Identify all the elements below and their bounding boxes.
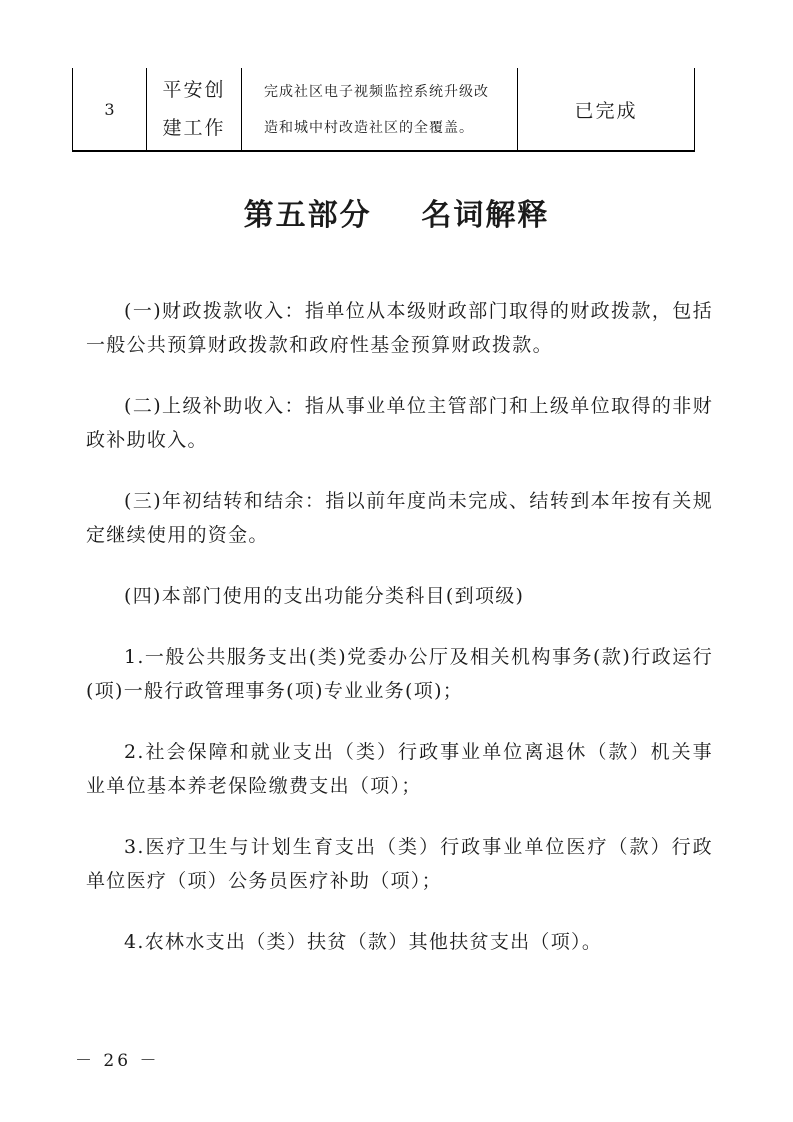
paragraph-7: 3.医疗卫生与计划生育支出（类）行政事业单位医疗（款）行政单位医疗（项）公务员医疗补助（项）； xyxy=(86,836,713,892)
page-number: － 26 － xyxy=(75,1051,160,1071)
paragraph-5: 1.一般公共服务支出(类)党委办公厅及相关机构事务(款)行政运行(项)一般行政管理事务(项)专业业务(项)； xyxy=(86,646,713,702)
project-status: 已完成 xyxy=(574,99,638,122)
paragraph-6: 2.社会保障和就业支出（类）行政事业单位离退休（款）机关事业单位基本养老保险缴费支出（项）； xyxy=(86,741,713,797)
glossary-content xyxy=(86,294,713,986)
paragraph-2: (二)上级补助收入：指从事业单位主管部门和上级单位取得的非财政补助收入。 xyxy=(86,395,713,451)
row-number: 3 xyxy=(73,68,147,150)
project-description-line2: 造和城中村改造社区的全覆盖。 xyxy=(264,120,474,136)
paragraph-3: (三)年初结转和结余：指以前年度尚未完成、结转到本年按有关规定继续使用的资金。 xyxy=(86,490,713,546)
project-table xyxy=(72,68,695,152)
project-name-line1: 平安创 xyxy=(162,79,226,101)
project-description xyxy=(242,68,518,150)
paragraph-8: 4.农林水支出（类）扶贫（款）其他扶贫支出（项）。 xyxy=(124,931,603,953)
section-title: 第五部分 名词解释 xyxy=(243,198,550,233)
paragraph-1: (一)财政拨款收入：指单位从本级财政部门取得的财政拨款，包括一般公共预算财政拨款和政府性基金预算财政拨款。 xyxy=(86,300,713,356)
project-description-line1: 完成社区电子视频监控系统升级改 xyxy=(264,84,489,100)
project-name-line2: 建工作 xyxy=(162,117,226,139)
paragraph-4: (四)本部门使用的支出功能分类科目(到项级) xyxy=(124,585,525,607)
project-name xyxy=(147,68,242,150)
